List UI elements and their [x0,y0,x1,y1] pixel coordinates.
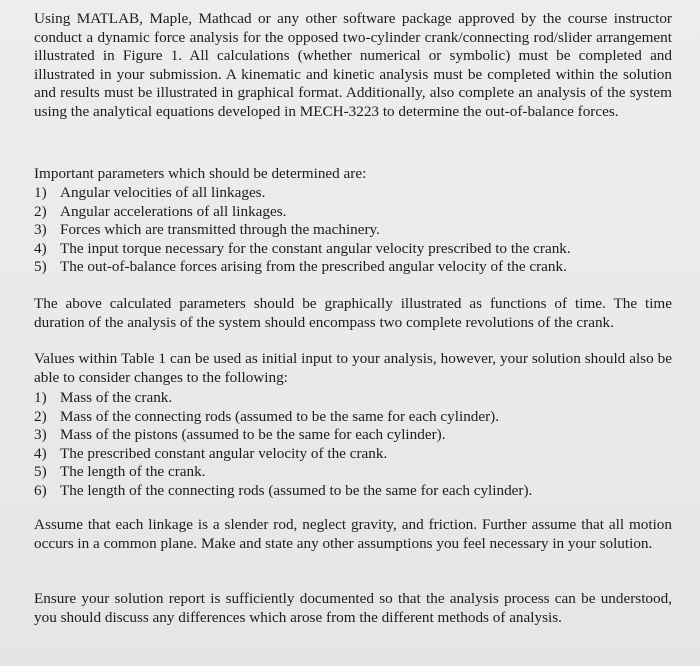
list-item: 5) The length of the crank. [34,463,206,481]
list-item: 4) The input torque necessary for the constant angular velocity prescribed to the crank. [34,239,571,257]
list-item: 2) Angular accelerations of all linkages. [34,202,287,220]
documentation-paragraph: Ensure your solution report is sufficiently documented so that the analysis process can be understood, you should discuss any differences which arose from the different methods of analysis. [34,590,672,626]
parameters-list [34,184,571,277]
list-item: 3) Forces which are transmitted through the machinery. [34,221,380,239]
values-intro: Values within Table 1 can be used as initial input to your analysis, however, your solution should also be able to consider changes to the following: [34,350,672,386]
list-item: 1) Angular velocities of all linkages. [34,184,266,201]
list-item: 2) Mass of the connecting rods (assumed to be the same for each cylinder). [34,407,500,425]
graphical-paragraph: The above calculated parameters should be graphically illustrated as functions of time. The time duration of the analysis of the system should encompass two complete revolutions of the crank. [34,295,672,331]
assumptions-paragraph: Assume that each linkage is a slender rod, neglect gravity, and friction. Further assume that all motion occurs in a common plane. Make and state any other assumptions you feel necessary in your solution. [34,516,672,552]
intro-paragraph: Using MATLAB, Maple, Mathcad or any other software package approved by the course instructor conduct a dynamic force analysis for the opposed two-cylinder crank/connecting rod/slider arrangement illustrated in Figure 1. All calculations (whether numerical or symbolic) must be completed and illustrated in your submission. A kinematic and kinetic analysis must be completed within the solution and results must be illustrated in graphical format. Additionally, also complete an analysis of the system using the analytical equations developed in MECH-3223 to determine the out-of-balance forces. [34,10,672,120]
list-item: 6) The length of the connecting rods (assumed to be the same for each cylinder). [34,481,533,499]
list-item: 4) The prescribed constant angular velocity of the crank. [34,444,388,462]
list-item: 1) Mass of the crank. [34,389,173,406]
list-item: 3) Mass of the pistons (assumed to be the same for each cylinder). [34,426,446,444]
list-item: 5) The out-of-balance forces arising from the prescribed angular velocity of the crank. [34,258,567,276]
values-list [34,389,532,501]
parameters-heading: Important parameters which should be determined are: [34,165,367,182]
